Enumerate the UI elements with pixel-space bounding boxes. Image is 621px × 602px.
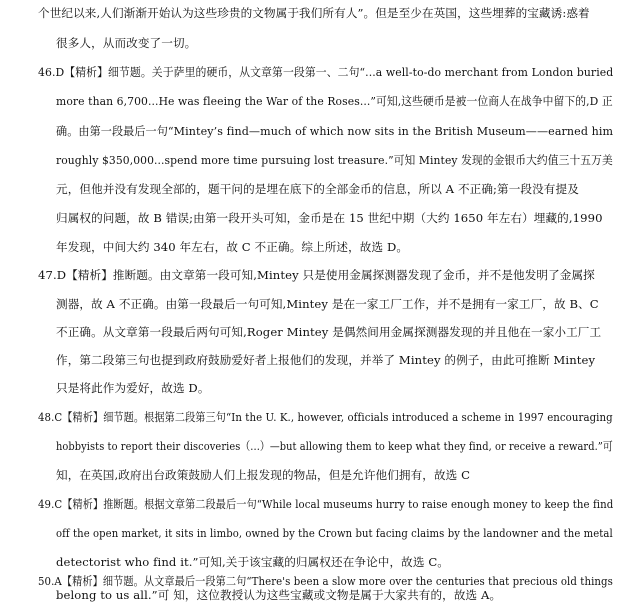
text-line: 归属权的问题，故 B 错误;由第一段开头可知，金币是在 15 世纪中期（大约 1650 年左右）埋藏的,1990 — [56, 211, 603, 225]
question-46-explanation: 46.D【精析】细节题。关于萨里的硬币，从文章第一段第一、二句“...a well-to-do merchant from London buried — [38, 65, 614, 79]
text-line: roughly $350,000...spend more time pursuing lost treasure.”可知 Mintey 发现的金银币大约值三十五万美 — [56, 153, 613, 167]
text-line: belong to us all.”可 知，这位教授认为这些宝藏或文物是属于大家共有的，故选 A。 — [56, 588, 502, 602]
text-line: detectorist who find it.”可知,关于该宝藏的归属权还在争论中，故选 C。 — [56, 555, 450, 569]
text-line: off the open market, it sits in limbo, owned by the Crown but facing claims by the landowner and the metal — [56, 526, 613, 540]
text-line: 个世纪以来,人们渐渐开始认为这些珍贵的文物属于我们所有人”。但是至少在英国，这些埋葬的宝藏诱:惑着 — [38, 6, 590, 20]
text-line: hobbyists to report their discoveries（...）—but allowing them to keep what they find, or receive a reward.”可 — [56, 439, 613, 453]
text-line: 很多人，从而改变了一切。 — [56, 36, 197, 50]
text-line: 测器，故 A 不正确。由第一段最后一句可知,Mintey 是在一家工厂工作，并不是拥有一家工厂，故 B、C — [56, 297, 599, 311]
question-48-explanation: 48.C【精析】细节题。根据第二段第三句“In the U. K., however, officials introduced a scheme in 1997 encouraging — [38, 410, 613, 424]
text-line: 只是将此作为爱好，故选 D。 — [56, 381, 210, 395]
text-line: 知，在英国,政府出台政策鼓励人们上报发现的物品，但是允许他们拥有，故选 C — [56, 468, 471, 482]
text-line: 不正确。从文章第一段最后两句可知,Roger Mintey 是偶然间用金属探测器发现的并且他在一家小工厂工 — [56, 325, 602, 339]
text-line: 确。由第一段最后一句“Mintey’s find—much of which now sits in the British Museum——earned him — [56, 124, 614, 138]
text-line: more than 6,700...He was fleeing the War of the Roses...”可知,这些硬币是被一位商人在战争中留下的,D 正 — [56, 94, 613, 108]
text-line: 元，但他并没有发现全部的，题干问的是埋在底下的全部金币的信息，所以 A 不正确;第一段没有提及 — [56, 182, 579, 196]
text-line: 作，第二段第三句也提到政府鼓励爱好者上报他们的发现，并举了 Mintey 的例子，由此可推断 Mintey — [56, 353, 596, 367]
question-49-explanation: 49.C【精析】推断题。根据文章第二段最后一句“While local museums hurry to raise enough money to keep the find — [38, 497, 614, 511]
question-47-explanation: 47.D【精析】推断题。由文章第一段可知,Mintey 只是使用金属探测器发现了金币，并不是他发明了金属探 — [38, 268, 595, 282]
text-line: 年发现，中间大约 340 年左右，故 C 不正确。综上所述，故选 D。 — [56, 240, 409, 254]
question-50-explanation: 50.A【精析】细节题。从文章最后一段第二句“There's been a slow more over the centuries that precious old things — [38, 574, 613, 588]
